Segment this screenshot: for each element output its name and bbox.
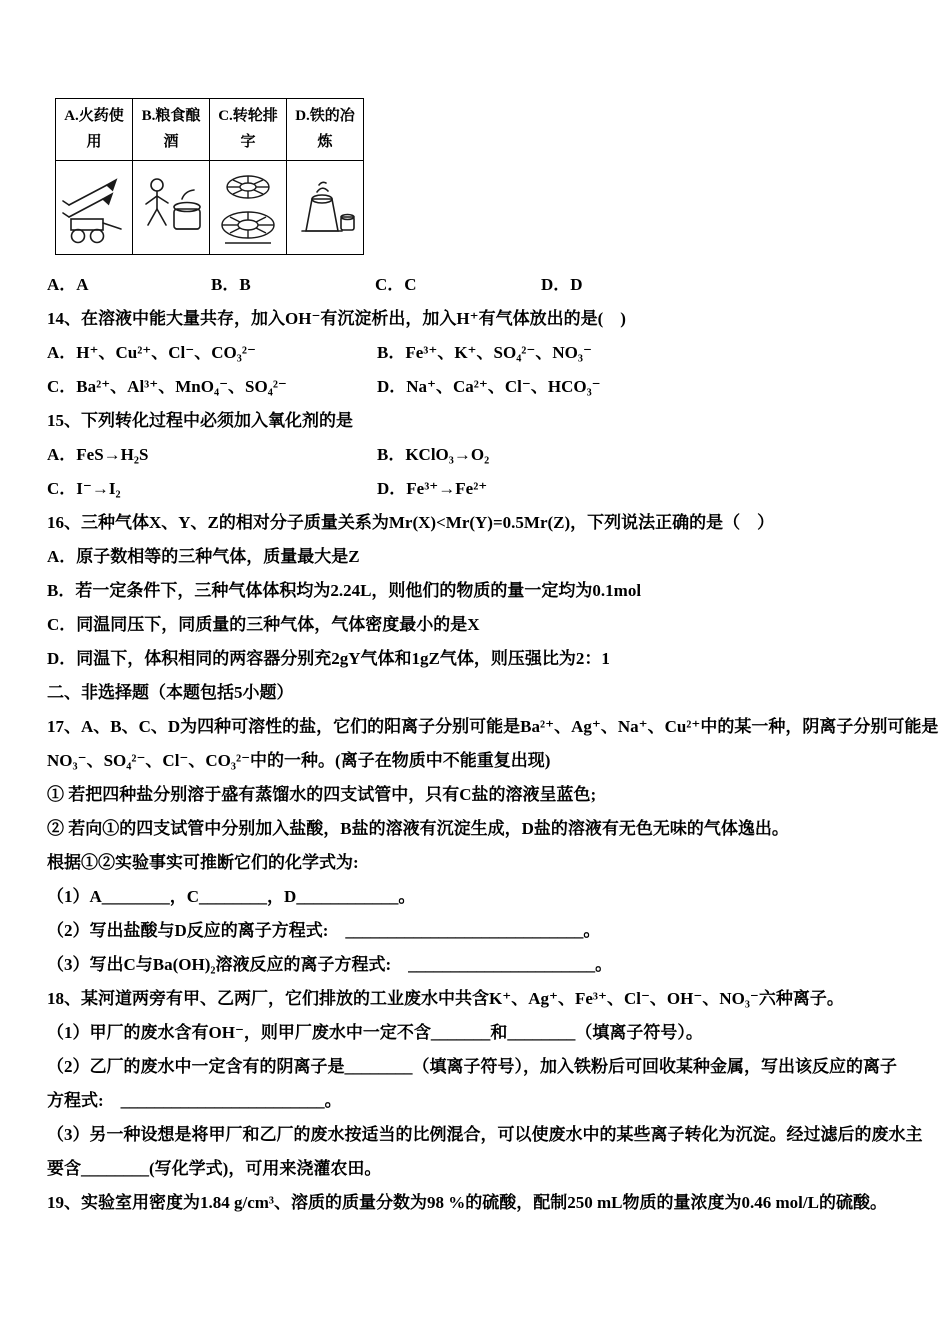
q14-stem: 14、在溶液中能大量共存，加入OH⁻有沉淀析出，加入H⁺有气体放出的是( ) xyxy=(47,309,626,328)
answer-option-c: C．C xyxy=(375,275,417,294)
image-cell-c xyxy=(210,161,287,255)
q16-stem: 16、三种气体X、Y、Z的相对分子质量关系为Mr(X)<Mr(Y)=0.5Mr(Z)，下列说法正确的是（ ） xyxy=(47,513,775,532)
image-cell-b xyxy=(133,161,210,255)
answer-option-a: A．A xyxy=(47,275,89,294)
image-cell-d xyxy=(287,161,364,255)
header-b-label: B.粮食酿酒 xyxy=(141,108,201,150)
table-header-row xyxy=(56,99,364,161)
q19-stem: 19、实验室用密度为1.84 g/cm³、溶质的质量分数为98 %的硫酸，配制250 mL物质的量浓度为0.46 mol/L的硫酸。 xyxy=(47,1193,887,1212)
table-header-b xyxy=(133,99,210,161)
grain-wine-brewing-illustration xyxy=(136,165,206,251)
q14-option-c: C．Ba²⁺、Al³⁺、MnO₄⁻、SO₄²⁻ xyxy=(47,377,287,396)
rotary-type-wheel-illustration xyxy=(213,165,283,251)
section2-title: 二、非选择题（本题包括5小题） xyxy=(47,683,294,702)
q15-options-row-1 xyxy=(47,438,920,472)
q16-option-d: D．同温下，体积相同的两容器分别充2gY气体和1gZ气体，则压强比为2：1 xyxy=(47,649,610,668)
table-header-a xyxy=(56,99,133,161)
q17-blank-2: （2）写出盐酸与D反应的离子方程式: ____________________________。 xyxy=(47,921,601,940)
q16-option-c: C．同温同压下，同质量的三种气体，气体密度最小的是X xyxy=(47,615,480,634)
q17-stem-line1: 17、A、B、C、D为四种可溶性的盐，它们的阳离子分别可能是Ba²⁺、Ag⁺、Na⁺、Cu²⁺中的某一种，阴离子分别可能是 xyxy=(47,717,939,736)
ancient-inventions-table xyxy=(55,98,364,255)
table-header-d xyxy=(287,99,364,161)
iron-smelting-illustration xyxy=(290,165,360,251)
q18-blank-3-line1: （3）另一种设想是将甲厂和乙厂的废水按适当的比例混合，可以使废水中的某些离子转化为沉淀。经过滤后的废水主 xyxy=(47,1125,923,1144)
q17-conclusion-intro: 根据①②实验事实可推断它们的化学式为: xyxy=(47,853,359,872)
header-d-label: D.铁的冶炼 xyxy=(295,108,355,150)
q18-stem: 18、某河道两旁有甲、乙两厂，它们排放的工业废水中共含K⁺、Ag⁺、Fe³⁺、Cl⁻、OH⁻、NO₃⁻六种离子。 xyxy=(47,989,844,1008)
q17-condition-1: ① 若把四种盐分别溶于盛有蒸馏水的四支试管中，只有C盐的溶液呈蓝色; xyxy=(47,785,597,804)
q15-options-row-2 xyxy=(47,472,920,506)
q15-option-b: B．KClO₃→O₂ xyxy=(377,445,490,464)
q18-blank-3-line2: 要含________(写化学式)，可用来浇灌农田。 xyxy=(47,1159,382,1178)
q18-blank-1: （1）甲厂的废水含有OH⁻，则甲厂废水中一定不含_______和________（填离子符号）。 xyxy=(47,1023,703,1042)
q15-stem: 15、下列转化过程中必须加入氧化剂的是 xyxy=(47,411,353,430)
q17-stem-line2: NO₃⁻、SO₄²⁻、Cl⁻、CO₃²⁻中的一种。(离子在物质中不能重复出现) xyxy=(47,751,551,770)
header-a-label: A.火药使用 xyxy=(64,108,124,150)
table-image-row xyxy=(56,161,364,255)
q14-options-row-2 xyxy=(47,370,920,404)
image-cell-a xyxy=(56,161,133,255)
answer-option-d: D．D xyxy=(541,275,583,294)
q17-condition-2: ② 若向①的四支试管中分别加入盐酸，B盐的溶液有沉淀生成，D盐的溶液有无色无味的气体逸出。 xyxy=(47,819,789,838)
q14-option-a: A．H⁺、Cu²⁺、Cl⁻、CO₃²⁻ xyxy=(47,343,256,362)
answer-options-row xyxy=(47,268,920,302)
answer-option-b: B．B xyxy=(211,275,251,294)
q15-option-c: C．I⁻→I₂ xyxy=(47,479,121,498)
q16-option-b: B．若一定条件下，三种气体体积均为2.24L，则他们的物质的量一定均为0.1mol xyxy=(47,581,642,600)
q15-option-a: A．FeS→H₂S xyxy=(47,445,149,464)
q16-option-a: A．原子数相等的三种气体，质量最大是Z xyxy=(47,547,360,566)
q14-option-b: B．Fe³⁺、K⁺、SO₄²⁻、NO₃⁻ xyxy=(377,343,592,362)
q17-blank-3: （3）写出C与Ba(OH)₂溶液反应的离子方程式: ______________________。 xyxy=(47,955,613,974)
q14-option-d: D．Na⁺、Ca²⁺、Cl⁻、HCO₃⁻ xyxy=(377,377,601,396)
q15-option-d: D．Fe³⁺→Fe²⁺ xyxy=(377,479,488,498)
table-header-c xyxy=(210,99,287,161)
fire-arrow-cart-illustration xyxy=(59,165,129,251)
header-c-label: C.转轮排字 xyxy=(218,108,278,150)
q18-blank-2-line2: 方程式: ________________________。 xyxy=(47,1091,342,1110)
q17-blank-1: （1）A________，C________，D____________。 xyxy=(47,887,416,906)
q14-options-row-1 xyxy=(47,336,920,370)
q18-blank-2-line1: （2）乙厂的废水中一定含有的阴离子是________（填离子符号），加入铁粉后可回收某种金属，写出该反应的离子 xyxy=(47,1057,897,1076)
